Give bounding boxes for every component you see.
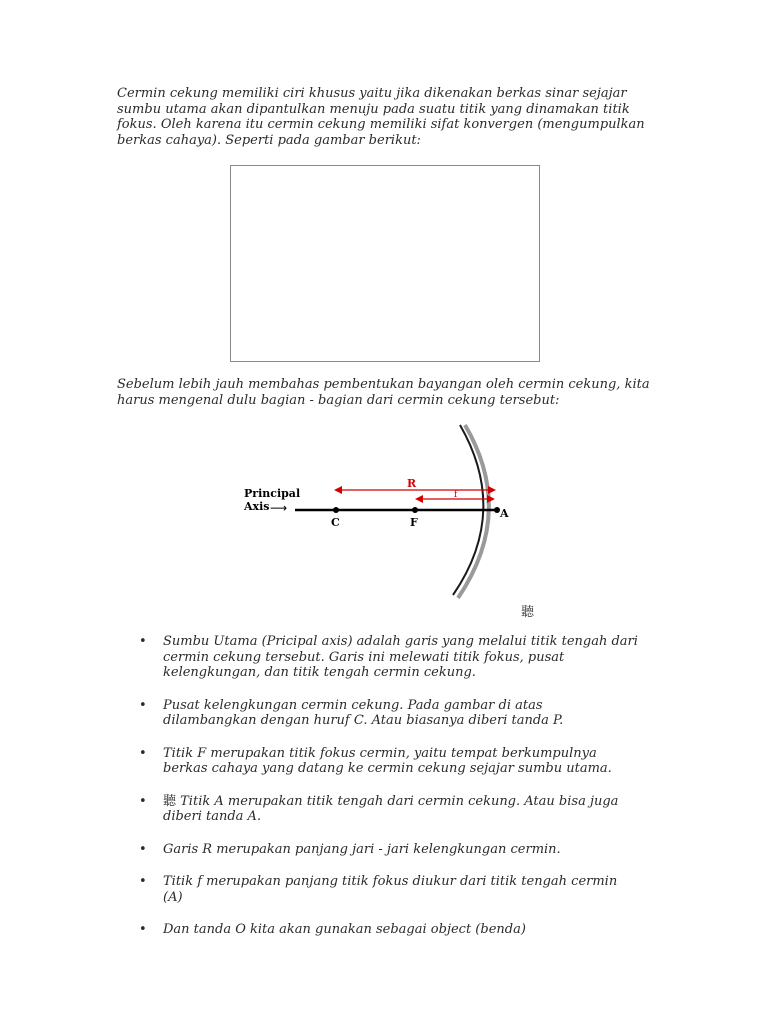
bullet-marker: • bbox=[139, 793, 147, 809]
bullet-text: Sumbu Utama (Pricipal axis) adalah garis yang melalui titik tengah dari cermin cekung tersebut. Garis ini melewati titik fokus, pusat kelengkungan, dan titik tengah cermin cekung. bbox=[163, 634, 638, 680]
bullet-text: Garis R merupakan panjang jari - jari kelengkungan cermin. bbox=[163, 841, 561, 857]
bullet-marker: • bbox=[139, 922, 147, 937]
label-C: C bbox=[331, 516, 340, 529]
principal-axis-label-1: Principal bbox=[244, 487, 301, 500]
bullet-marker: • bbox=[139, 697, 147, 713]
bullet-text: Titik A merupakan titik tengah dari cermin cekung. Atau bisa juga diberi tanda A. bbox=[163, 793, 619, 824]
bullet-prefix: 聽 bbox=[163, 793, 181, 809]
bullet-text: Titik f merupakan panjang titik fokus diukur dari titik tengah cermin (A) bbox=[163, 874, 618, 905]
bullet-list bbox=[139, 634, 639, 955]
point-F bbox=[412, 507, 418, 513]
label-F: F bbox=[410, 516, 418, 529]
f-arrowhead-left bbox=[415, 495, 423, 503]
arrow-icon: ⟶ bbox=[270, 501, 288, 515]
bullet-text: Pusat kelengkungan cermin cekung. Pada gambar di atas dilambangkan dengan huruf C. Atau biasanya diberi tanda P. bbox=[163, 697, 564, 728]
bullet-marker: • bbox=[139, 841, 147, 857]
principal-axis-label-2: Axis bbox=[244, 500, 270, 513]
label-A: A bbox=[500, 507, 509, 520]
list-item bbox=[139, 842, 639, 858]
list-item bbox=[139, 874, 639, 905]
point-C bbox=[333, 507, 339, 513]
bullet-text: Titik F merupakan titik fokus cermin, yaitu tempat berkumpulnya berkas cahaya yang datang ke cermin cekung sejajar sumbu utama. bbox=[163, 745, 612, 776]
stray-glyph: 聽 bbox=[521, 605, 535, 620]
list-item bbox=[139, 634, 639, 681]
intro-paragraph: Cermin cekung memiliki ciri khusus yaitu jika dikenakan berkas sinar sejajar sumbu utama akan dipantulkan menuju pada suatu titik yang dinamakan titik fokus. Oleh karena itu cermin cekung memiliki sifat konvergen (mengumpulkan berkas cahaya). Seperti pada gambar berikut: bbox=[117, 86, 645, 148]
list-item bbox=[139, 746, 639, 777]
bullet-marker: • bbox=[139, 745, 147, 761]
list-item bbox=[139, 794, 639, 825]
R-arrowhead-left bbox=[334, 486, 342, 494]
bullet-marker: • bbox=[139, 874, 147, 889]
parts-intro-paragraph: Sebelum lebih jauh membahas pembentukan bayangan oleh cermin cekung, kita harus mengenal dulu bagian - bagian dari cermin cekung tersebut: bbox=[117, 377, 650, 408]
list-item bbox=[139, 922, 639, 938]
list-item bbox=[139, 698, 639, 729]
bullet-marker: • bbox=[139, 634, 147, 649]
concave-mirror-diagram bbox=[238, 420, 528, 605]
R-arrowhead-right bbox=[488, 486, 496, 494]
bullet-text: Dan tanda O kita akan gunakan sebagai object (benda) bbox=[163, 922, 526, 937]
label-R: R bbox=[407, 477, 417, 490]
f-arrowhead-right bbox=[487, 495, 495, 503]
label-f: f bbox=[454, 490, 458, 500]
blank-image-placeholder bbox=[230, 165, 540, 362]
